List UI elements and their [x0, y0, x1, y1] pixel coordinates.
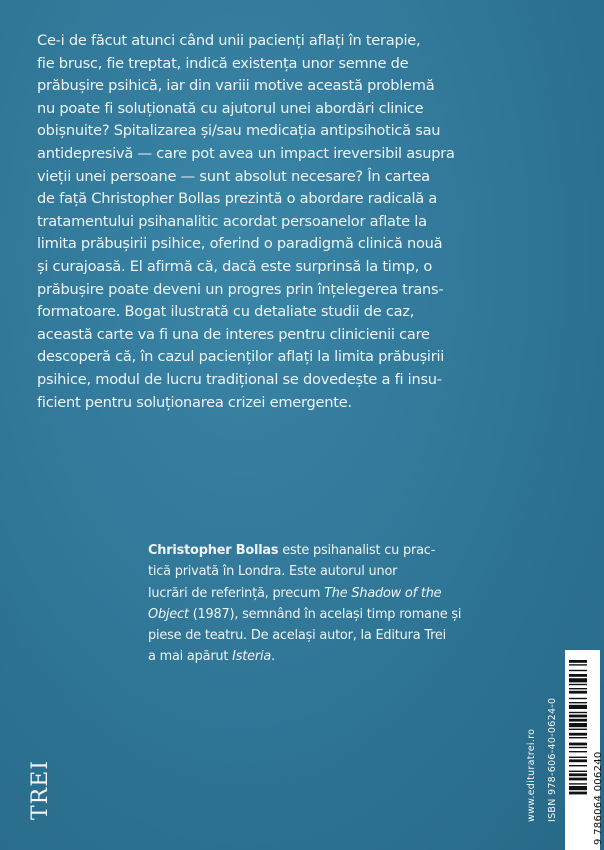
barcode-bar [569, 678, 587, 682]
book-title: Isteria [232, 649, 272, 665]
barcode-bar [569, 751, 587, 752]
barcode-bar [569, 778, 587, 781]
publisher-logo-text: TREI [28, 760, 53, 820]
barcode-bar [569, 723, 587, 727]
book-title: Object [148, 606, 189, 622]
barcode-bar [569, 743, 587, 746]
barcode-bar [569, 729, 587, 730]
blurb-line: prăbușire poate deveni un progres prin înțelegerea trans- [37, 280, 444, 298]
barcode-bar [569, 698, 587, 699]
barcode-bar [569, 737, 587, 738]
blurb-line: de față Christopher Bollas prezintă o abordare radicală a [37, 190, 438, 208]
blurb-line: prăbușire psihică, iar din variii motive această problemă [37, 77, 435, 95]
author-bio-line: piese de teatru. De același autor, la Editura Trei [148, 628, 447, 644]
barcode-bar [569, 783, 587, 784]
blurb-line: psihice, modul de lucru tradițional se dovedește a fi insu- [37, 370, 442, 388]
barcode-bar [569, 759, 587, 762]
barcode-bar [569, 702, 587, 703]
author-bio-line [148, 646, 448, 667]
barcode-bar [569, 747, 587, 748]
book-title: The Shadow of the [324, 585, 442, 601]
blurb-line: tratamentului psihanalitic acordat persoanelor aflate la [37, 212, 427, 230]
isbn-text: ISBN 978-606-40-0624-0 [547, 697, 558, 822]
blurb-line: Ce-i de făcut atunci când unii pacienți aflați în terapie, [37, 32, 421, 49]
blurb-line: fie brusc, fie treptat, indică existența unor semne de [37, 54, 409, 72]
author-bio-line [148, 540, 448, 561]
blurb-line: ficient pentru soluționarea crizei emergente. [37, 393, 352, 411]
author-bio-line: tică privată în Londra. Este autorul unor [148, 564, 398, 580]
author-bio-text: a mai apărut [148, 649, 233, 665]
blurb-line: formatoare. Bogat ilustrată cu detaliate studii de caz, [37, 303, 415, 321]
blurb-line: această carte va fi una de interes pentru clinicienii care [37, 325, 430, 343]
publisher-logo [28, 740, 58, 820]
barcode-bar [569, 786, 587, 790]
author-name: Christopher Bollas [148, 543, 279, 558]
author-bio-line [148, 604, 462, 625]
blurb-line: și curajoasă. El afirmă că, dacă este surprinsă la timp, o [37, 257, 433, 275]
barcode-bar [569, 674, 587, 677]
blurb-line: obișnuite? Spitalizarea și/sau medicația antipsihotică sau [37, 122, 441, 140]
barcode-bar [569, 664, 587, 665]
barcode-bar [569, 719, 587, 722]
blurb-line: vieții unei persoane — sunt absolut necesare? În cartea [37, 167, 430, 185]
barcode-bar [569, 712, 587, 713]
back-cover-blurb [37, 30, 462, 414]
publisher-website: www.edituratrei.ro [526, 728, 537, 822]
barcode-bar [569, 688, 587, 689]
author-bio-text: (1987), semnând în același timp romane și [188, 606, 462, 622]
barcode-bar [569, 670, 587, 671]
blurb-line: antidepresivă — care pot avea un impact ireversibil asupra [37, 144, 455, 162]
blurb-line: nu poate fi soluționată cu ajutorul unei abordări clinice [37, 99, 424, 117]
barcode-bar [569, 792, 587, 795]
author-bio-text: lucrări de referință, precum [148, 585, 325, 601]
barcode-bar [569, 660, 587, 663]
barcode-bar [569, 733, 587, 736]
barcode-bar [569, 705, 587, 709]
author-bio [148, 540, 462, 668]
barcode-bar [569, 715, 587, 718]
barcode-bar [569, 684, 587, 685]
barcode-bar [569, 773, 587, 776]
author-bio-text: . [271, 649, 275, 665]
author-bio-line [148, 583, 448, 604]
barcode-bar [569, 757, 587, 758]
blurb-line: limita prăbușirii psihice, oferind o paradigmă clinică nouă [37, 235, 443, 253]
blurb-line: descoperă că, în cazul pacienților aflați la limita prăbușirii [37, 348, 445, 366]
barcode-bar [569, 771, 587, 772]
author-bio-text: este psihanalist cu prac- [278, 543, 436, 558]
barcode-bar [569, 691, 587, 694]
barcode-digits: 9 786064 006240 [593, 751, 604, 845]
barcode-bar [569, 765, 587, 766]
